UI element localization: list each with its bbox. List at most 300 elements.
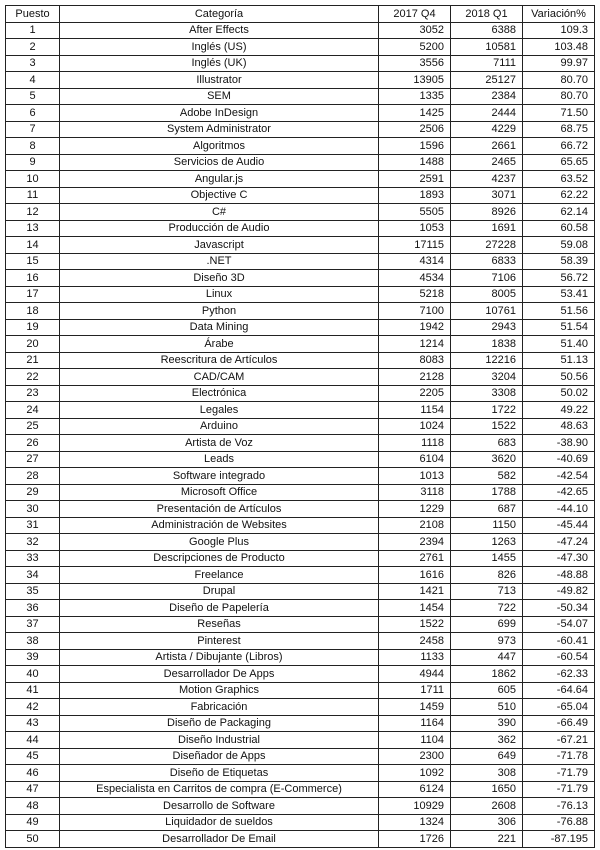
cell-variacion: 103.48 — [523, 39, 595, 56]
cell-categoria: C# — [60, 204, 379, 221]
cell-2017-q4: 1118 — [379, 435, 451, 452]
cell-puesto: 20 — [6, 336, 60, 353]
cell-puesto: 13 — [6, 220, 60, 237]
cell-categoria: CAD/CAM — [60, 369, 379, 386]
cell-puesto: 31 — [6, 517, 60, 534]
cell-categoria: Desarrollo de Software — [60, 798, 379, 815]
cell-2017-q4: 5218 — [379, 286, 451, 303]
cell-2017-q4: 5200 — [379, 39, 451, 56]
cell-categoria: Javascript — [60, 237, 379, 254]
cell-2018-q1: 3071 — [451, 187, 523, 204]
cell-2017-q4: 1324 — [379, 814, 451, 831]
cell-2018-q1: 362 — [451, 732, 523, 749]
cell-2018-q1: 10581 — [451, 39, 523, 56]
cell-2018-q1: 1150 — [451, 517, 523, 534]
table-row — [6, 385, 595, 402]
cell-puesto: 48 — [6, 798, 60, 815]
cell-2017-q4: 1425 — [379, 105, 451, 122]
cell-2018-q1: 306 — [451, 814, 523, 831]
cell-2018-q1: 1522 — [451, 418, 523, 435]
cell-puesto: 41 — [6, 682, 60, 699]
cell-categoria: Linux — [60, 286, 379, 303]
cell-categoria: SEM — [60, 88, 379, 105]
cell-puesto: 47 — [6, 781, 60, 798]
cell-variacion: 51.56 — [523, 303, 595, 320]
cell-2017-q4: 2506 — [379, 121, 451, 138]
cell-categoria: Servicios de Audio — [60, 154, 379, 171]
cell-2018-q1: 3308 — [451, 385, 523, 402]
cell-2017-q4: 1024 — [379, 418, 451, 435]
cell-variacion: 51.40 — [523, 336, 595, 353]
cell-categoria: Artista de Voz — [60, 435, 379, 452]
cell-categoria: Python — [60, 303, 379, 320]
cell-variacion: -47.30 — [523, 550, 595, 567]
table-row — [6, 336, 595, 353]
cell-variacion: 53.41 — [523, 286, 595, 303]
cell-puesto: 1 — [6, 22, 60, 39]
cell-puesto: 38 — [6, 633, 60, 650]
cell-2018-q1: 722 — [451, 600, 523, 617]
cell-2018-q1: 973 — [451, 633, 523, 650]
cell-2018-q1: 1722 — [451, 402, 523, 419]
table-row — [6, 22, 595, 39]
cell-puesto: 43 — [6, 715, 60, 732]
cell-2017-q4: 3052 — [379, 22, 451, 39]
cell-categoria: Diseño de Packaging — [60, 715, 379, 732]
cell-2017-q4: 6124 — [379, 781, 451, 798]
cell-2017-q4: 5505 — [379, 204, 451, 221]
cell-categoria: Desarrollador De Apps — [60, 666, 379, 683]
cell-categoria: Reseñas — [60, 616, 379, 633]
cell-categoria: Árabe — [60, 336, 379, 353]
table-row — [6, 270, 595, 287]
cell-2018-q1: 308 — [451, 765, 523, 782]
table-row — [6, 600, 595, 617]
cell-puesto: 34 — [6, 567, 60, 584]
cell-2017-q4: 2591 — [379, 171, 451, 188]
cell-2017-q4: 1214 — [379, 336, 451, 353]
cell-variacion: -87.195 — [523, 831, 595, 848]
cell-variacion: 65.65 — [523, 154, 595, 171]
cell-variacion: 51.13 — [523, 352, 595, 369]
cell-puesto: 35 — [6, 583, 60, 600]
cell-categoria: Diseño 3D — [60, 270, 379, 287]
cell-variacion: -42.65 — [523, 484, 595, 501]
table-row — [6, 88, 595, 105]
cell-2017-q4: 2205 — [379, 385, 451, 402]
cell-2018-q1: 3204 — [451, 369, 523, 386]
table-row — [6, 369, 595, 386]
cell-2017-q4: 1092 — [379, 765, 451, 782]
table-row — [6, 699, 595, 716]
cell-puesto: 7 — [6, 121, 60, 138]
cell-2018-q1: 713 — [451, 583, 523, 600]
cell-variacion: 62.14 — [523, 204, 595, 221]
cell-variacion: 63.52 — [523, 171, 595, 188]
cell-2018-q1: 2943 — [451, 319, 523, 336]
table-row — [6, 171, 595, 188]
cell-categoria: Illustrator — [60, 72, 379, 89]
table-row — [6, 649, 595, 666]
cell-2017-q4: 6104 — [379, 451, 451, 468]
cell-categoria: Fabricación — [60, 699, 379, 716]
table-row — [6, 418, 595, 435]
cell-categoria: Google Plus — [60, 534, 379, 551]
cell-categoria: Algoritmos — [60, 138, 379, 155]
cell-puesto: 10 — [6, 171, 60, 188]
cell-categoria: Presentación de Artículos — [60, 501, 379, 518]
cell-categoria: After Effects — [60, 22, 379, 39]
table-row — [6, 105, 595, 122]
cell-2018-q1: 687 — [451, 501, 523, 518]
cell-categoria: Electrónica — [60, 385, 379, 402]
cell-variacion: -42.54 — [523, 468, 595, 485]
cell-variacion: -71.78 — [523, 748, 595, 765]
cell-puesto: 24 — [6, 402, 60, 419]
cell-2017-q4: 1164 — [379, 715, 451, 732]
cell-2018-q1: 582 — [451, 468, 523, 485]
cell-2018-q1: 4237 — [451, 171, 523, 188]
table-row — [6, 39, 595, 56]
cell-puesto: 19 — [6, 319, 60, 336]
cell-2018-q1: 3620 — [451, 451, 523, 468]
cell-variacion: 51.54 — [523, 319, 595, 336]
cell-variacion: -76.88 — [523, 814, 595, 831]
cell-2018-q1: 2384 — [451, 88, 523, 105]
cell-variacion: -38.90 — [523, 435, 595, 452]
cell-categoria: Liquidador de sueldos — [60, 814, 379, 831]
table-row — [6, 484, 595, 501]
header-categoria: Categoría — [60, 6, 379, 23]
table-row — [6, 732, 595, 749]
cell-categoria: Inglés (UK) — [60, 55, 379, 72]
cell-puesto: 40 — [6, 666, 60, 683]
cell-2018-q1: 605 — [451, 682, 523, 699]
cell-2017-q4: 17115 — [379, 237, 451, 254]
table-row — [6, 286, 595, 303]
cell-variacion: 60.58 — [523, 220, 595, 237]
cell-puesto: 44 — [6, 732, 60, 749]
cell-2018-q1: 6833 — [451, 253, 523, 270]
table-row — [6, 451, 595, 468]
cell-2018-q1: 25127 — [451, 72, 523, 89]
cell-2017-q4: 1421 — [379, 583, 451, 600]
table-row — [6, 715, 595, 732]
cell-2017-q4: 13905 — [379, 72, 451, 89]
cell-categoria: Inglés (US) — [60, 39, 379, 56]
cell-puesto: 49 — [6, 814, 60, 831]
cell-2017-q4: 1942 — [379, 319, 451, 336]
cell-puesto: 6 — [6, 105, 60, 122]
cell-variacion: 80.70 — [523, 72, 595, 89]
cell-puesto: 30 — [6, 501, 60, 518]
cell-2018-q1: 8005 — [451, 286, 523, 303]
cell-categoria: System Administrator — [60, 121, 379, 138]
cell-puesto: 16 — [6, 270, 60, 287]
cell-2017-q4: 1616 — [379, 567, 451, 584]
cell-2017-q4: 1893 — [379, 187, 451, 204]
table-row — [6, 616, 595, 633]
cell-categoria: Diseño de Papelería — [60, 600, 379, 617]
cell-2017-q4: 1459 — [379, 699, 451, 716]
cell-puesto: 18 — [6, 303, 60, 320]
cell-2018-q1: 7106 — [451, 270, 523, 287]
cell-variacion: 62.22 — [523, 187, 595, 204]
cell-categoria: Freelance — [60, 567, 379, 584]
cell-2017-q4: 1335 — [379, 88, 451, 105]
ranking-table-container — [5, 5, 595, 848]
cell-variacion: 66.72 — [523, 138, 595, 155]
cell-puesto: 46 — [6, 765, 60, 782]
cell-variacion: -60.54 — [523, 649, 595, 666]
cell-puesto: 37 — [6, 616, 60, 633]
cell-2018-q1: 390 — [451, 715, 523, 732]
cell-2018-q1: 1650 — [451, 781, 523, 798]
cell-puesto: 12 — [6, 204, 60, 221]
cell-2017-q4: 2761 — [379, 550, 451, 567]
cell-2018-q1: 221 — [451, 831, 523, 848]
cell-variacion: -62.33 — [523, 666, 595, 683]
cell-2018-q1: 2465 — [451, 154, 523, 171]
table-row — [6, 781, 595, 798]
cell-2018-q1: 2608 — [451, 798, 523, 815]
cell-puesto: 36 — [6, 600, 60, 617]
header-2017-q4: 2017 Q4 — [379, 6, 451, 23]
cell-puesto: 21 — [6, 352, 60, 369]
cell-2017-q4: 1596 — [379, 138, 451, 155]
cell-categoria: Artista / Dibujante (Libros) — [60, 649, 379, 666]
table-row — [6, 633, 595, 650]
table-row — [6, 402, 595, 419]
header-row — [6, 6, 595, 23]
cell-2018-q1: 27228 — [451, 237, 523, 254]
cell-2017-q4: 1133 — [379, 649, 451, 666]
table-row — [6, 204, 595, 221]
cell-2018-q1: 1263 — [451, 534, 523, 551]
table-body — [6, 22, 595, 847]
table-row — [6, 748, 595, 765]
cell-categoria: Angular.js — [60, 171, 379, 188]
header-variacion: Variación% — [523, 6, 595, 23]
table-row — [6, 765, 595, 782]
cell-2018-q1: 683 — [451, 435, 523, 452]
cell-2017-q4: 3556 — [379, 55, 451, 72]
cell-2018-q1: 1862 — [451, 666, 523, 683]
cell-2018-q1: 7111 — [451, 55, 523, 72]
cell-2018-q1: 699 — [451, 616, 523, 633]
cell-puesto: 45 — [6, 748, 60, 765]
ranking-table — [5, 5, 595, 848]
cell-variacion: 49.22 — [523, 402, 595, 419]
cell-categoria: Diseñador de Apps — [60, 748, 379, 765]
cell-2018-q1: 10761 — [451, 303, 523, 320]
header-2018-q1: 2018 Q1 — [451, 6, 523, 23]
cell-categoria: Software integrado — [60, 468, 379, 485]
cell-categoria: Producción de Audio — [60, 220, 379, 237]
cell-categoria: Pinterest — [60, 633, 379, 650]
cell-variacion: 109.3 — [523, 22, 595, 39]
table-row — [6, 583, 595, 600]
cell-variacion: 48.63 — [523, 418, 595, 435]
cell-2017-q4: 4944 — [379, 666, 451, 683]
cell-variacion: -76.13 — [523, 798, 595, 815]
cell-2018-q1: 447 — [451, 649, 523, 666]
cell-variacion: 50.56 — [523, 369, 595, 386]
cell-puesto: 2 — [6, 39, 60, 56]
cell-puesto: 5 — [6, 88, 60, 105]
table-row — [6, 138, 595, 155]
cell-variacion: -65.04 — [523, 699, 595, 716]
table-row — [6, 435, 595, 452]
cell-2018-q1: 2661 — [451, 138, 523, 155]
cell-puesto: 23 — [6, 385, 60, 402]
cell-puesto: 11 — [6, 187, 60, 204]
cell-variacion: 56.72 — [523, 270, 595, 287]
cell-puesto: 14 — [6, 237, 60, 254]
cell-2018-q1: 2444 — [451, 105, 523, 122]
cell-variacion: -44.10 — [523, 501, 595, 518]
cell-puesto: 42 — [6, 699, 60, 716]
table-row — [6, 798, 595, 815]
cell-2017-q4: 1711 — [379, 682, 451, 699]
cell-2018-q1: 12216 — [451, 352, 523, 369]
table-row — [6, 121, 595, 138]
cell-2017-q4: 1013 — [379, 468, 451, 485]
cell-2017-q4: 2108 — [379, 517, 451, 534]
cell-2017-q4: 1454 — [379, 600, 451, 617]
cell-variacion: -60.41 — [523, 633, 595, 650]
cell-puesto: 17 — [6, 286, 60, 303]
cell-2018-q1: 1788 — [451, 484, 523, 501]
cell-variacion: -48.88 — [523, 567, 595, 584]
cell-variacion: -45.44 — [523, 517, 595, 534]
table-row — [6, 567, 595, 584]
table-row — [6, 187, 595, 204]
cell-puesto: 9 — [6, 154, 60, 171]
cell-variacion: 59.08 — [523, 237, 595, 254]
cell-categoria: .NET — [60, 253, 379, 270]
cell-2017-q4: 1522 — [379, 616, 451, 633]
cell-variacion: -47.24 — [523, 534, 595, 551]
cell-puesto: 27 — [6, 451, 60, 468]
table-row — [6, 534, 595, 551]
cell-2017-q4: 2394 — [379, 534, 451, 551]
cell-categoria: Arduino — [60, 418, 379, 435]
cell-categoria: Leads — [60, 451, 379, 468]
cell-categoria: Adobe InDesign — [60, 105, 379, 122]
cell-categoria: Legales — [60, 402, 379, 419]
cell-categoria: Motion Graphics — [60, 682, 379, 699]
cell-2017-q4: 1488 — [379, 154, 451, 171]
table-row — [6, 550, 595, 567]
cell-puesto: 26 — [6, 435, 60, 452]
table-row — [6, 666, 595, 683]
cell-categoria: Reescritura de Artículos — [60, 352, 379, 369]
table-row — [6, 352, 595, 369]
table-row — [6, 831, 595, 848]
cell-variacion: 99.97 — [523, 55, 595, 72]
cell-puesto: 4 — [6, 72, 60, 89]
cell-2017-q4: 1154 — [379, 402, 451, 419]
cell-puesto: 29 — [6, 484, 60, 501]
table-row — [6, 253, 595, 270]
cell-2018-q1: 826 — [451, 567, 523, 584]
cell-variacion: 80.70 — [523, 88, 595, 105]
cell-variacion: -49.82 — [523, 583, 595, 600]
cell-categoria: Drupal — [60, 583, 379, 600]
cell-variacion: -66.49 — [523, 715, 595, 732]
cell-2018-q1: 1455 — [451, 550, 523, 567]
cell-2017-q4: 3118 — [379, 484, 451, 501]
cell-2017-q4: 7100 — [379, 303, 451, 320]
cell-puesto: 15 — [6, 253, 60, 270]
cell-2018-q1: 6388 — [451, 22, 523, 39]
cell-puesto: 3 — [6, 55, 60, 72]
table-row — [6, 501, 595, 518]
cell-2017-q4: 4534 — [379, 270, 451, 287]
cell-variacion: 50.02 — [523, 385, 595, 402]
table-row — [6, 154, 595, 171]
cell-puesto: 8 — [6, 138, 60, 155]
table-row — [6, 303, 595, 320]
cell-variacion: -67.21 — [523, 732, 595, 749]
cell-2018-q1: 1691 — [451, 220, 523, 237]
cell-variacion: -71.79 — [523, 781, 595, 798]
cell-2018-q1: 4229 — [451, 121, 523, 138]
cell-puesto: 28 — [6, 468, 60, 485]
cell-puesto: 25 — [6, 418, 60, 435]
table-row — [6, 220, 595, 237]
table-row — [6, 319, 595, 336]
cell-puesto: 39 — [6, 649, 60, 666]
cell-2018-q1: 649 — [451, 748, 523, 765]
cell-2017-q4: 2128 — [379, 369, 451, 386]
cell-2017-q4: 10929 — [379, 798, 451, 815]
cell-variacion: -54.07 — [523, 616, 595, 633]
cell-categoria: Especialista en Carritos de compra (E-Commerce) — [60, 781, 379, 798]
cell-categoria: Data Mining — [60, 319, 379, 336]
cell-2017-q4: 8083 — [379, 352, 451, 369]
table-row — [6, 814, 595, 831]
cell-categoria: Desarrollador De Email — [60, 831, 379, 848]
cell-categoria: Administración de Websites — [60, 517, 379, 534]
cell-2017-q4: 1104 — [379, 732, 451, 749]
cell-2017-q4: 1726 — [379, 831, 451, 848]
cell-2017-q4: 2458 — [379, 633, 451, 650]
cell-2017-q4: 4314 — [379, 253, 451, 270]
table-row — [6, 55, 595, 72]
table-row — [6, 682, 595, 699]
cell-categoria: Descripciones de Producto — [60, 550, 379, 567]
cell-puesto: 50 — [6, 831, 60, 848]
cell-2018-q1: 510 — [451, 699, 523, 716]
cell-2017-q4: 2300 — [379, 748, 451, 765]
cell-categoria: Microsoft Office — [60, 484, 379, 501]
cell-variacion: -50.34 — [523, 600, 595, 617]
cell-categoria: Diseño de Etiquetas — [60, 765, 379, 782]
cell-variacion: -71.79 — [523, 765, 595, 782]
cell-2018-q1: 1838 — [451, 336, 523, 353]
cell-variacion: -64.64 — [523, 682, 595, 699]
cell-variacion: 71.50 — [523, 105, 595, 122]
table-row — [6, 72, 595, 89]
cell-categoria: Objective C — [60, 187, 379, 204]
cell-2017-q4: 1053 — [379, 220, 451, 237]
cell-puesto: 22 — [6, 369, 60, 386]
cell-2017-q4: 1229 — [379, 501, 451, 518]
cell-2018-q1: 8926 — [451, 204, 523, 221]
header-puesto: Puesto — [6, 6, 60, 23]
